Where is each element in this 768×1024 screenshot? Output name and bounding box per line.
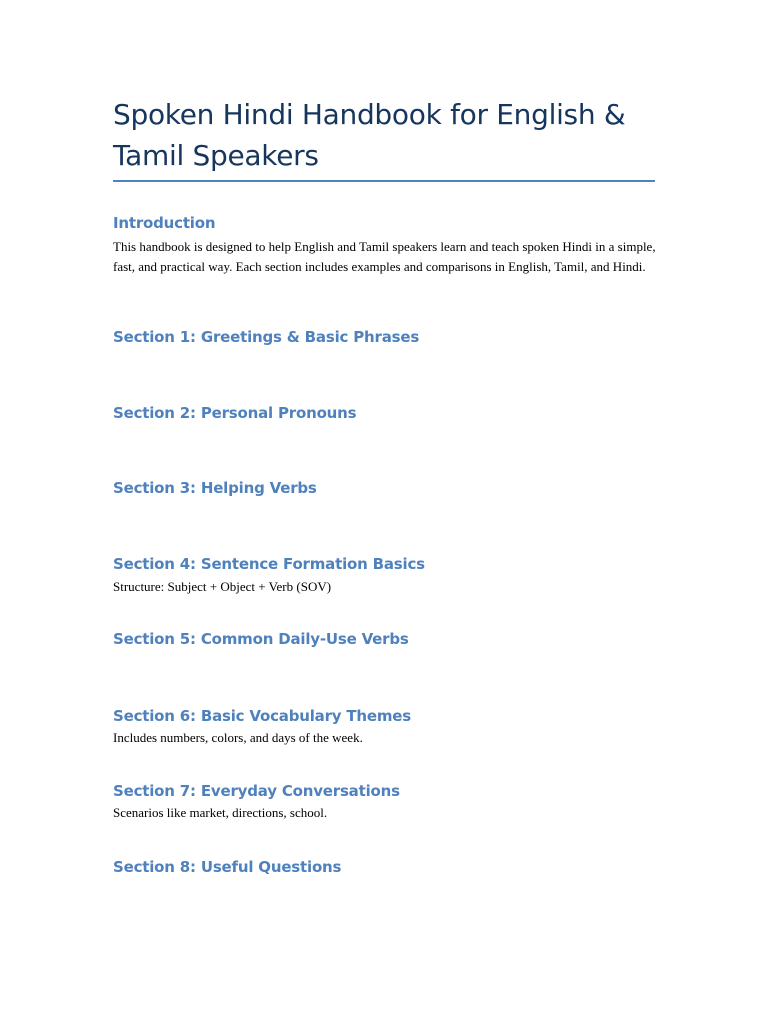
introduction-text: This handbook is designed to help English and Tamil speakers learn and teach spoken Hindi in a simple, fast, and practical way. Each section includes examples and comparisons in English, Tamil, and Hindi. bbox=[113, 239, 656, 274]
section-7-text: Scenarios like market, directions, school. bbox=[113, 805, 328, 820]
section-3-heading: Section 3: Helping Verbs bbox=[113, 479, 317, 497]
title-underline-divider bbox=[113, 180, 655, 182]
section-1-heading: Section 1: Greetings & Basic Phrases bbox=[113, 328, 420, 346]
introduction-heading: Introduction bbox=[113, 214, 216, 232]
document-title: Spoken Hindi Handbook for English & Tamil Speakers bbox=[113, 98, 626, 172]
section-6-text: Includes numbers, colors, and days of the week. bbox=[113, 730, 363, 745]
section-2-heading: Section 2: Personal Pronouns bbox=[113, 404, 357, 422]
section-7-heading: Section 7: Everyday Conversations bbox=[113, 782, 400, 800]
section-5-heading: Section 5: Common Daily-Use Verbs bbox=[113, 630, 409, 648]
section-8-heading: Section 8: Useful Questions bbox=[113, 858, 342, 876]
section-6-heading: Section 6: Basic Vocabulary Themes bbox=[113, 707, 411, 725]
section-4-text: Structure: Subject + Object + Verb (SOV) bbox=[113, 579, 332, 594]
section-4-heading: Section 4: Sentence Formation Basics bbox=[113, 555, 425, 573]
